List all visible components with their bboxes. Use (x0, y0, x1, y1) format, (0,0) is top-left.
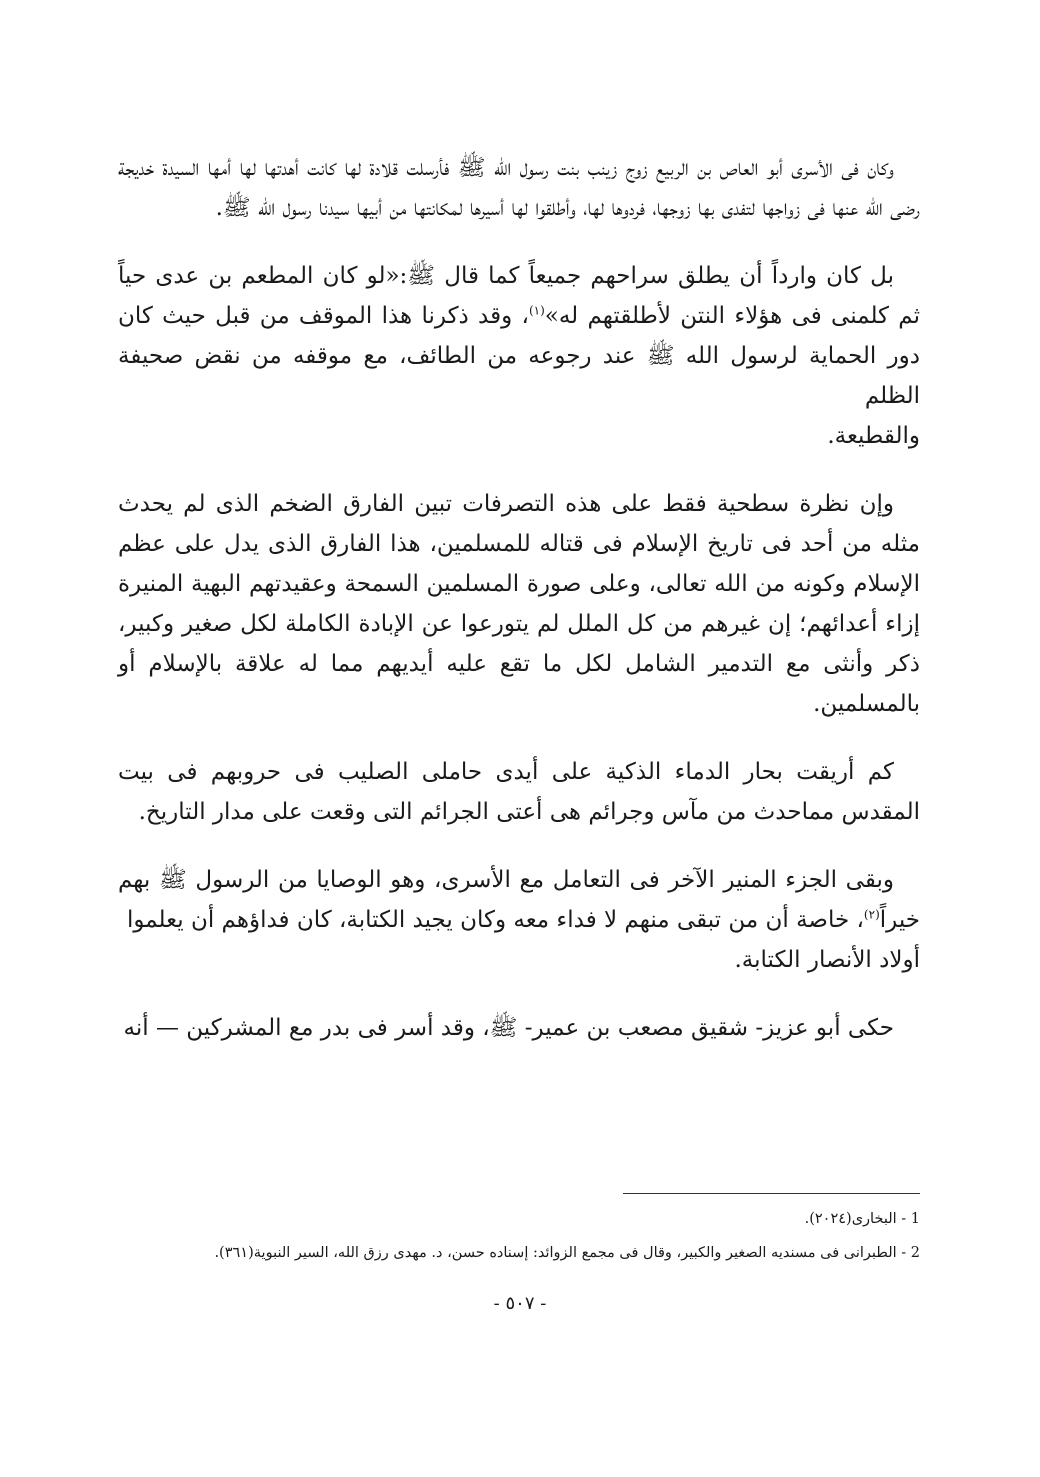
paragraph-5-text-b: ، خاصة أن من تبقى منهم لا فداء معه وكان يجيد الكتابة، كان فداؤهم أن يعلموا (126, 907, 864, 933)
footnote-2: 2 - الطبرانى فى مسنديه الصغير والكبير، وقال فى مجمع الزوائد: إسناده حسن، د. مهدى رزق الله، السير النبوية(٣٦١). (214, 1245, 920, 1261)
paragraph-5 (118, 860, 920, 980)
paragraph-5-text-a: وبقى الجزء المنير الآخر فى التعامل مع الأسرى، وهو الوصايا من الرسول ﷺ بهم خيراً (118, 867, 920, 933)
footnote-ref-2[interactable]: (٢) (863, 907, 880, 922)
paragraph-2-text-c: والقطيعة. (827, 423, 920, 449)
footnote-divider (623, 1193, 920, 1194)
body-text (118, 148, 920, 1048)
paragraph-5-text-c: أولاد الأنصار الكتابة. (734, 947, 920, 973)
paragraph-4: كم أريقت بحار الدماء الذكية على أيدى حاملى الصليب فى حروبهم فى بيت المقدس مماحدث من مآس وجرائم هى أعتى الجرائم التى وقعت على مدار التاريخ. (118, 759, 920, 825)
footnote-ref-1[interactable]: (١) (528, 303, 545, 318)
page-number: - ٥٠٧ - (493, 1293, 547, 1314)
paragraph-2 (118, 256, 920, 456)
paragraph-2-text-a: بل كان وارداً أن يطلق سراحهم جميعاً كما قال ﷺ:«لو كان المطعم بن عدى حياً ثم كلمنى فى هؤلاء النتن لأطلقتهم له» (118, 263, 920, 329)
footnote-1: 1 - البخارى(٢٠٢٤). (804, 1211, 920, 1227)
paragraph-2-text-b: ، وقد ذكرنا هذا الموقف من قبل حيث كان دور الحماية لرسول الله ﷺ عند رجوعه من الطائف، مع موقفه من نقض صحيفة الظلم (118, 303, 920, 409)
paragraph-3: وإن نظرة سطحية فقط على هذه التصرفات تبين الفارق الضخم الذى لم يحدث مثله من أحد فى تاريخ الإسلام فى قتاله للمسلمين، هذا الفارق الذى يدل على عظم الإسلام وكونه من الله تعالى، وعلى صورة المسلمين السمحة وعقيدتهم البهية المنيرة إزاء أعدائهم؛ إن غيرهم من كل الملل لم يتورعوا عن الإبادة الكاملة لكل صغير وكبير، ذكر وأنثى مع التدمير الشامل لكل ما تقع عليه أيديهم مما له علاقة بالإسلام أو بالمسلمين. (118, 491, 920, 717)
paragraph-6: حكى أبو عزيز- شقيق مصعب بن عمير- ﷺ، وقد أسر فى بدر مع المشركين — أنه (123, 1015, 894, 1041)
footnotes (118, 1208, 920, 1276)
paragraph-1: وكان فى الأسرى أبو العاص بن الربيع زوج زينب بنت رسول الله ﷺ فأرسلت قلادة لها كانت أهدتها لها أمها السيدة خديجة رضى الله عنها فى زواجها لتفدى بها زوجها، فردوها لها، وأطلقوا لها أسيرها لمكانتها من أبيها سيدنا رسول الله ﷺ. (118, 155, 920, 221)
